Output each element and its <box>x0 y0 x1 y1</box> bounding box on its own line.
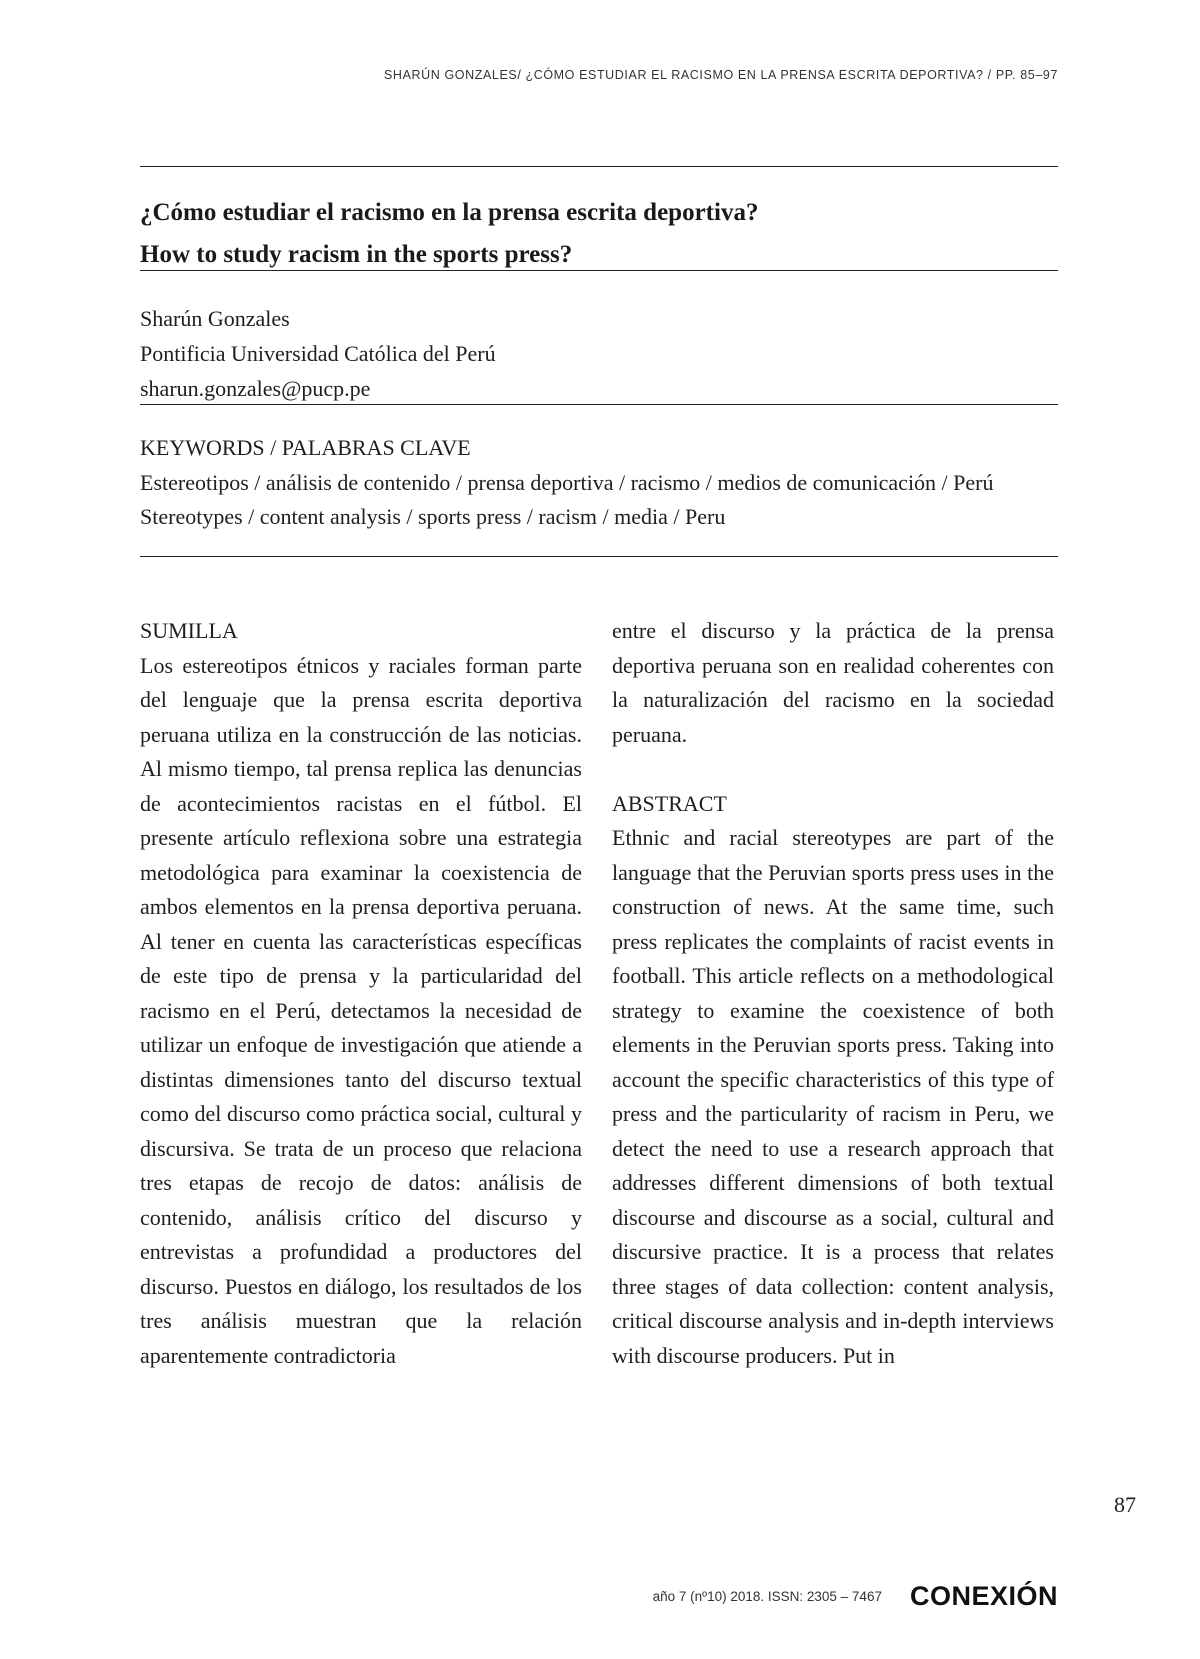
keywords-english: Stereotypes / content analysis / sports press / racism / media / Peru <box>140 504 726 529</box>
column-left <box>140 614 582 1373</box>
rule-top <box>140 166 1058 167</box>
title-english: How to study racism in the sports press? <box>140 241 573 268</box>
sumilla-text: Los estereotipos étnicos y raciales forman parte del lenguaje que la prensa escrita deportiva peruana utiliza en la construcción de las noticias. Al mismo tiempo, tal prensa replica las denuncias de acontecimientos racistas en el fútbol. El presente artículo reflexiona sobre una estrategia metodológica para examinar la coexistencia de ambos elementos en la prensa deportiva peruana. Al tener en cuenta las características específicas de este tipo de prensa y la particularidad del racismo en el Perú, detectamos la necesidad de utilizar un enfoque de investigación que atiende a distintas dimensiones tanto del discurso textual como del discurso como práctica social, cultural y discursiva. Se trata de un proceso que relaciona tres etapas de recojo de datos: análisis de contenido, análisis crítico del discurso y entrevistas a profundidad a productores del discurso. Puestos en diálogo, los resultados de los tres análisis muestran que la relación aparentemente contradictoria <box>140 652 582 1368</box>
section-gap <box>612 752 1054 787</box>
author-block <box>140 301 1058 406</box>
column-right <box>612 614 1054 1373</box>
running-head: SHARÚN GONZALES/ ¿CÓMO ESTUDIAR EL RACISMO EN LA PRENSA ESCRITA DEPORTIVA? / PP. 85–97 <box>384 68 1058 82</box>
author-email[interactable]: sharun.gonzales@pucp.pe <box>140 376 371 401</box>
rule-after-title <box>140 270 1058 271</box>
footer-issue: año 7 (nº10) 2018. ISSN: 2305 – 7467 <box>652 1589 882 1604</box>
rule-after-keywords <box>140 556 1058 557</box>
page-number: 87 <box>1114 1492 1136 1517</box>
rule-after-author <box>140 404 1058 405</box>
title-spanish: ¿Cómo estudiar el racismo en la prensa escrita deportiva? <box>140 199 759 226</box>
abstract-text: Ethnic and racial stereotypes are part of the language that the Peruvian sports press uses in the construction of news. At the same time, such press replicates the complaints of racist events in football. This article reflects on a methodological strategy to examine the coexistence of both elements in the Peruvian sports press. Taking into account the specific characteristics of this type of press and the particularity of racism in Peru, we detect the need to use a research approach that addresses different dimensions of both textual discourse and discourse as a social, cultural and discursive practice. It is a process that relates three stages of data collection: content analysis, critical discourse analysis and in-depth interviews with discourse producers. Put in <box>612 825 1054 1368</box>
keywords-heading: KEYWORDS / PALABRAS CLAVE <box>140 435 471 460</box>
keywords-block <box>140 431 1040 535</box>
sumilla-text-continued: entre el discurso y la práctica de la prensa deportiva peruana son en realidad coherentes con la naturalización del racismo en la sociedad peruana. <box>612 618 1054 747</box>
keywords-spanish: Estereotipos / análisis de contenido / prensa deportiva / racismo / medios de comunicación / Perú <box>140 469 994 495</box>
sumilla-heading: SUMILLA <box>140 618 238 643</box>
author-name: Sharún Gonzales <box>140 306 290 331</box>
journal-logo: CONEXIÓN <box>909 1581 1058 1611</box>
abstract-heading: ABSTRACT <box>612 790 727 816</box>
footer <box>653 1581 1058 1612</box>
title-block <box>140 192 1058 276</box>
author-affiliation: Pontificia Universidad Católica del Perú <box>140 341 496 366</box>
